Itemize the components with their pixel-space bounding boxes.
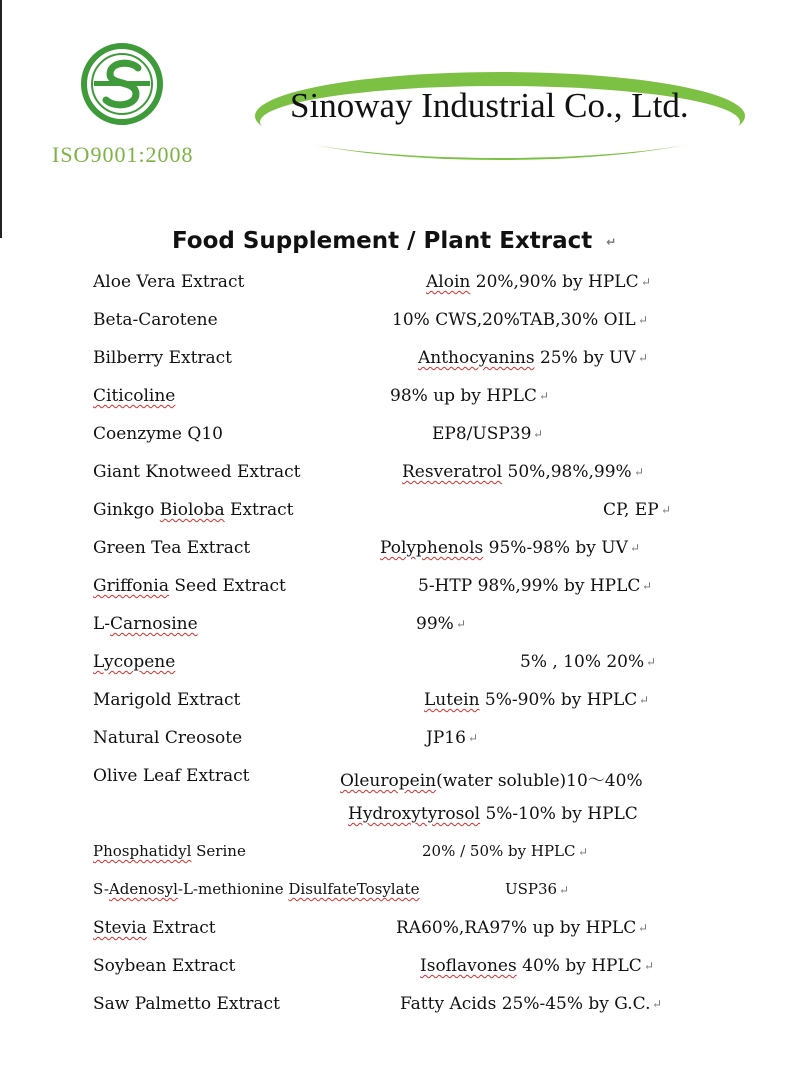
product-name: Green Tea Extract [93, 538, 251, 558]
product-spec: 5-HTP 98%,99% by HPLC [418, 576, 641, 596]
product-name: Marigold Extract [93, 690, 241, 710]
product-spec: Fatty Acids 25%-45% by G.C. [400, 994, 651, 1014]
paragraph-mark: ↵ [638, 921, 649, 935]
product-row [0, 386, 800, 416]
product-name: Bilberry Extract [93, 348, 233, 368]
paragraph-mark: ↵ [578, 845, 589, 859]
product-name: Giant Knotweed Extract [93, 462, 301, 482]
product-name: Beta-Carotene [93, 310, 218, 330]
paragraph-mark: ↵ [559, 883, 570, 897]
paragraph-mark: ↵ [638, 351, 649, 365]
product-row [0, 652, 800, 682]
product-spec: Lutein 5%-90% by HPLC [424, 690, 638, 710]
product-row [0, 500, 800, 530]
product-spec: Oleuropein(water soluble)10～40% [340, 771, 643, 791]
product-spec: 10% CWS,20%TAB,30% OIL [392, 310, 636, 330]
paragraph-mark: ↵ [646, 655, 657, 669]
product-spec: EP8/USP39 [432, 424, 532, 444]
product-name: Aloe Vera Extract [93, 272, 245, 292]
paragraph-mark: ↵ [533, 427, 544, 441]
product-spec: JP16 [426, 728, 466, 748]
product-name: L-Carnosine [93, 614, 198, 634]
product-name: Lycopene [93, 652, 176, 672]
product-row [0, 690, 800, 720]
product-spec: 99% [416, 614, 454, 634]
product-row [0, 614, 800, 644]
page-edge-line [0, 0, 2, 238]
product-spec: USP36 [505, 880, 558, 898]
paragraph-mark: ↵ [661, 503, 672, 517]
product-row [0, 842, 800, 872]
product-spec: 5% , 10% 20% [520, 652, 645, 672]
paragraph-mark: ↵ [642, 579, 653, 593]
paragraph-mark: ↵ [644, 959, 655, 973]
product-spec: Aloin 20%,90% by HPLC [426, 272, 639, 292]
product-spec: Anthocyanins 25% by UV [418, 348, 636, 368]
product-row [0, 918, 800, 948]
product-spec: RA60%,RA97% up by HPLC [396, 918, 637, 938]
product-name: Griffonia Seed Extract [93, 576, 286, 596]
paragraph-mark: ↵ [639, 693, 650, 707]
paragraph-mark: ↵ [456, 617, 467, 631]
product-spec: Hydroxytyrosol 5%-10% by HPLC [348, 804, 638, 824]
product-name: Citicoline [93, 386, 176, 406]
product-name: Saw Palmetto Extract [93, 994, 280, 1014]
paragraph-mark: ↵ [634, 465, 645, 479]
paragraph-mark: ↵ [638, 313, 649, 327]
product-spec: Polyphenols 95%-98% by UV [380, 538, 628, 558]
product-row [0, 880, 800, 910]
product-row [0, 310, 800, 340]
product-row [0, 956, 800, 986]
paragraph-mark: ↵ [641, 275, 652, 289]
product-name: Stevia Extract [93, 918, 216, 938]
paragraph-mark: ↵ [539, 389, 550, 403]
company-logo-icon [80, 42, 164, 126]
product-name: Coenzyme Q10 [93, 424, 223, 444]
product-name: Natural Creosote [93, 728, 243, 748]
product-spec: Resveratrol 50%,98%,99% [402, 462, 632, 482]
product-row [0, 576, 800, 606]
product-name: Phosphatidyl Serine [93, 842, 246, 860]
product-row [0, 424, 800, 454]
product-row [0, 348, 800, 378]
iso-certification: ISO9001:2008 [52, 142, 194, 167]
product-name: S-Adenosyl-L-methionine DisulfateTosylate [93, 880, 420, 898]
product-spec: CP, EP [603, 500, 659, 520]
product-spec: 98% up by HPLC [390, 386, 537, 406]
product-row [0, 728, 800, 758]
product-row [0, 538, 800, 568]
product-name: Olive Leaf Extract [93, 766, 250, 786]
product-row [0, 272, 800, 302]
product-row [0, 462, 800, 492]
product-spec: Isoflavones 40% by HPLC [420, 956, 642, 976]
product-row [0, 804, 800, 834]
paragraph-mark: ↵ [652, 997, 663, 1011]
product-name: Ginkgo Bioloba Extract [93, 500, 294, 520]
paragraph-mark: ↵ [468, 731, 479, 745]
product-spec: 20% / 50% by HPLC [422, 842, 576, 860]
product-row [0, 766, 800, 796]
page-title: Food Supplement / Plant Extract ↵ [172, 228, 617, 254]
company-name: Sinoway Industrial Co., Ltd. [290, 86, 689, 125]
product-row [0, 994, 800, 1024]
product-name: Soybean Extract [93, 956, 236, 976]
paragraph-mark: ↵ [630, 541, 641, 555]
